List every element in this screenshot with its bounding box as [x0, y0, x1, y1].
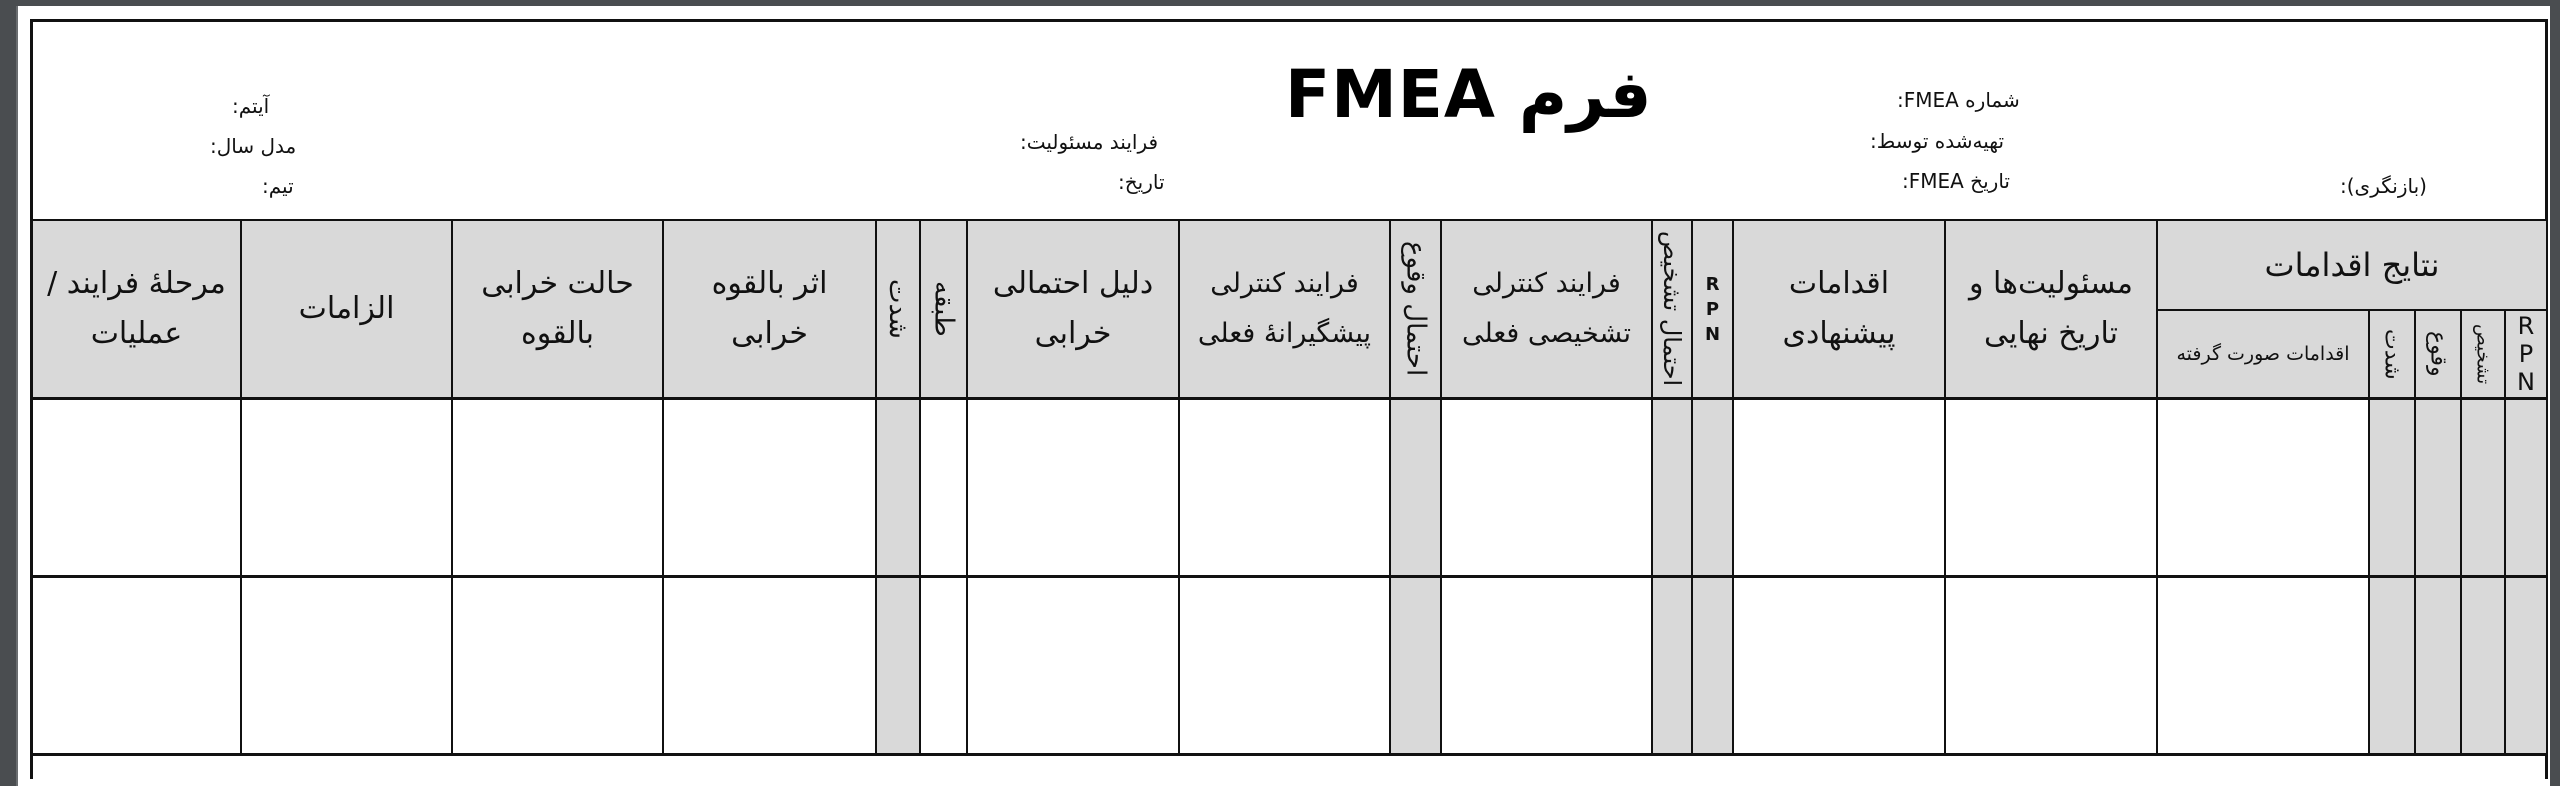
table-cell[interactable]: [1693, 578, 1734, 756]
table-cell[interactable]: [30, 578, 242, 756]
col-header-severity: شدت: [877, 221, 921, 399]
col-header-responsibility: مسئولیت‌ها و تاریخ نهایی: [1946, 221, 2158, 399]
field-fmea-date[interactable]: تاریخ FMEA:: [1902, 169, 2010, 193]
table-cell[interactable]: [2416, 400, 2462, 578]
col-header-class: طبقه: [921, 221, 968, 399]
col-header-new-detection: تشخیص: [2462, 311, 2506, 399]
field-process-responsibility[interactable]: فرایند مسئولیت:: [1020, 130, 1159, 154]
table-cell[interactable]: [1442, 578, 1653, 756]
col-header-prevention-controls: فرایند کنترلی پیشگیرانهٔ فعلی: [1180, 221, 1391, 399]
table-cell[interactable]: [1180, 400, 1391, 578]
table-cell[interactable]: [2370, 400, 2416, 578]
table-cell[interactable]: [1734, 578, 1946, 756]
col-header-new-rpn: R P N: [2506, 311, 2548, 399]
table-cell[interactable]: [664, 578, 877, 756]
table-cell[interactable]: [242, 400, 453, 578]
col-header-rpn: R P N: [1693, 221, 1734, 399]
form-title: فرم FMEA: [1285, 56, 1652, 133]
table-cell[interactable]: [1653, 578, 1693, 756]
col-header-requirements: الزامات: [242, 221, 453, 399]
table-cell[interactable]: [2462, 400, 2506, 578]
field-revision[interactable]: (بازنگری):: [2340, 174, 2427, 198]
table-cell[interactable]: [2158, 578, 2370, 756]
table-cell[interactable]: [2370, 578, 2416, 756]
table-cell[interactable]: [2416, 578, 2462, 756]
col-header-failure-effect: اثر بالقوه خرابی: [664, 221, 877, 399]
table-cell[interactable]: [242, 578, 453, 756]
col-header-new-occurrence: وقوع: [2416, 311, 2462, 399]
col-header-occurrence: احتمال وقوع: [1391, 221, 1442, 399]
table-cell[interactable]: [921, 400, 968, 578]
col-header-recommended-actions: اقدامات پیشنهادی: [1734, 221, 1946, 399]
field-fmea-number[interactable]: شماره FMEA:: [1897, 88, 2020, 112]
table-cell[interactable]: [968, 578, 1180, 756]
table-cell[interactable]: [1946, 578, 2158, 756]
col-group-action-results: نتایج اقدامات: [2158, 221, 2548, 311]
col-header-failure-mode: حالت خرابی بالقوه: [453, 221, 664, 399]
table-cell[interactable]: [877, 578, 921, 756]
table-cell[interactable]: [877, 400, 921, 578]
table-cell[interactable]: [453, 400, 664, 578]
field-item[interactable]: آیتم:: [232, 94, 270, 118]
field-date[interactable]: تاریخ:: [1118, 170, 1165, 194]
table-cell[interactable]: [1653, 400, 1693, 578]
table-cell[interactable]: [921, 578, 968, 756]
col-header-new-severity: شدت: [2370, 311, 2416, 399]
table-cell[interactable]: [1693, 400, 1734, 578]
col-header-detection: احتمال تشخیص: [1653, 221, 1693, 399]
field-prepared-by[interactable]: تهیه‌شده توسط:: [1870, 129, 2005, 153]
table-cell[interactable]: [453, 578, 664, 756]
table-cell[interactable]: [1946, 400, 2158, 578]
table-cell[interactable]: [968, 400, 1180, 578]
table-cell[interactable]: [2158, 400, 2370, 578]
col-header-potential-cause: دلیل احتمالی خرابی: [968, 221, 1180, 399]
table-cell[interactable]: [1442, 400, 1653, 578]
table-cell[interactable]: [30, 400, 242, 578]
col-header-actions-taken: اقدامات صورت گرفته: [2158, 311, 2370, 399]
table-cell[interactable]: [1180, 578, 1391, 756]
table-cell[interactable]: [2506, 400, 2548, 578]
col-header-process-step: مرحلهٔ فرایند / عملیات: [30, 221, 242, 399]
table-cell[interactable]: [2506, 578, 2548, 756]
col-header-detection-controls: فرایند کنترلی تشخیصی فعلی: [1442, 221, 1653, 399]
field-model-year[interactable]: مدل سال:: [210, 134, 297, 158]
table-cell[interactable]: [1391, 400, 1442, 578]
field-team[interactable]: تیم:: [262, 174, 294, 198]
table-cell[interactable]: [2462, 578, 2506, 756]
table-cell[interactable]: [1391, 578, 1442, 756]
table-cell[interactable]: [1734, 400, 1946, 578]
table-cell[interactable]: [664, 400, 877, 578]
